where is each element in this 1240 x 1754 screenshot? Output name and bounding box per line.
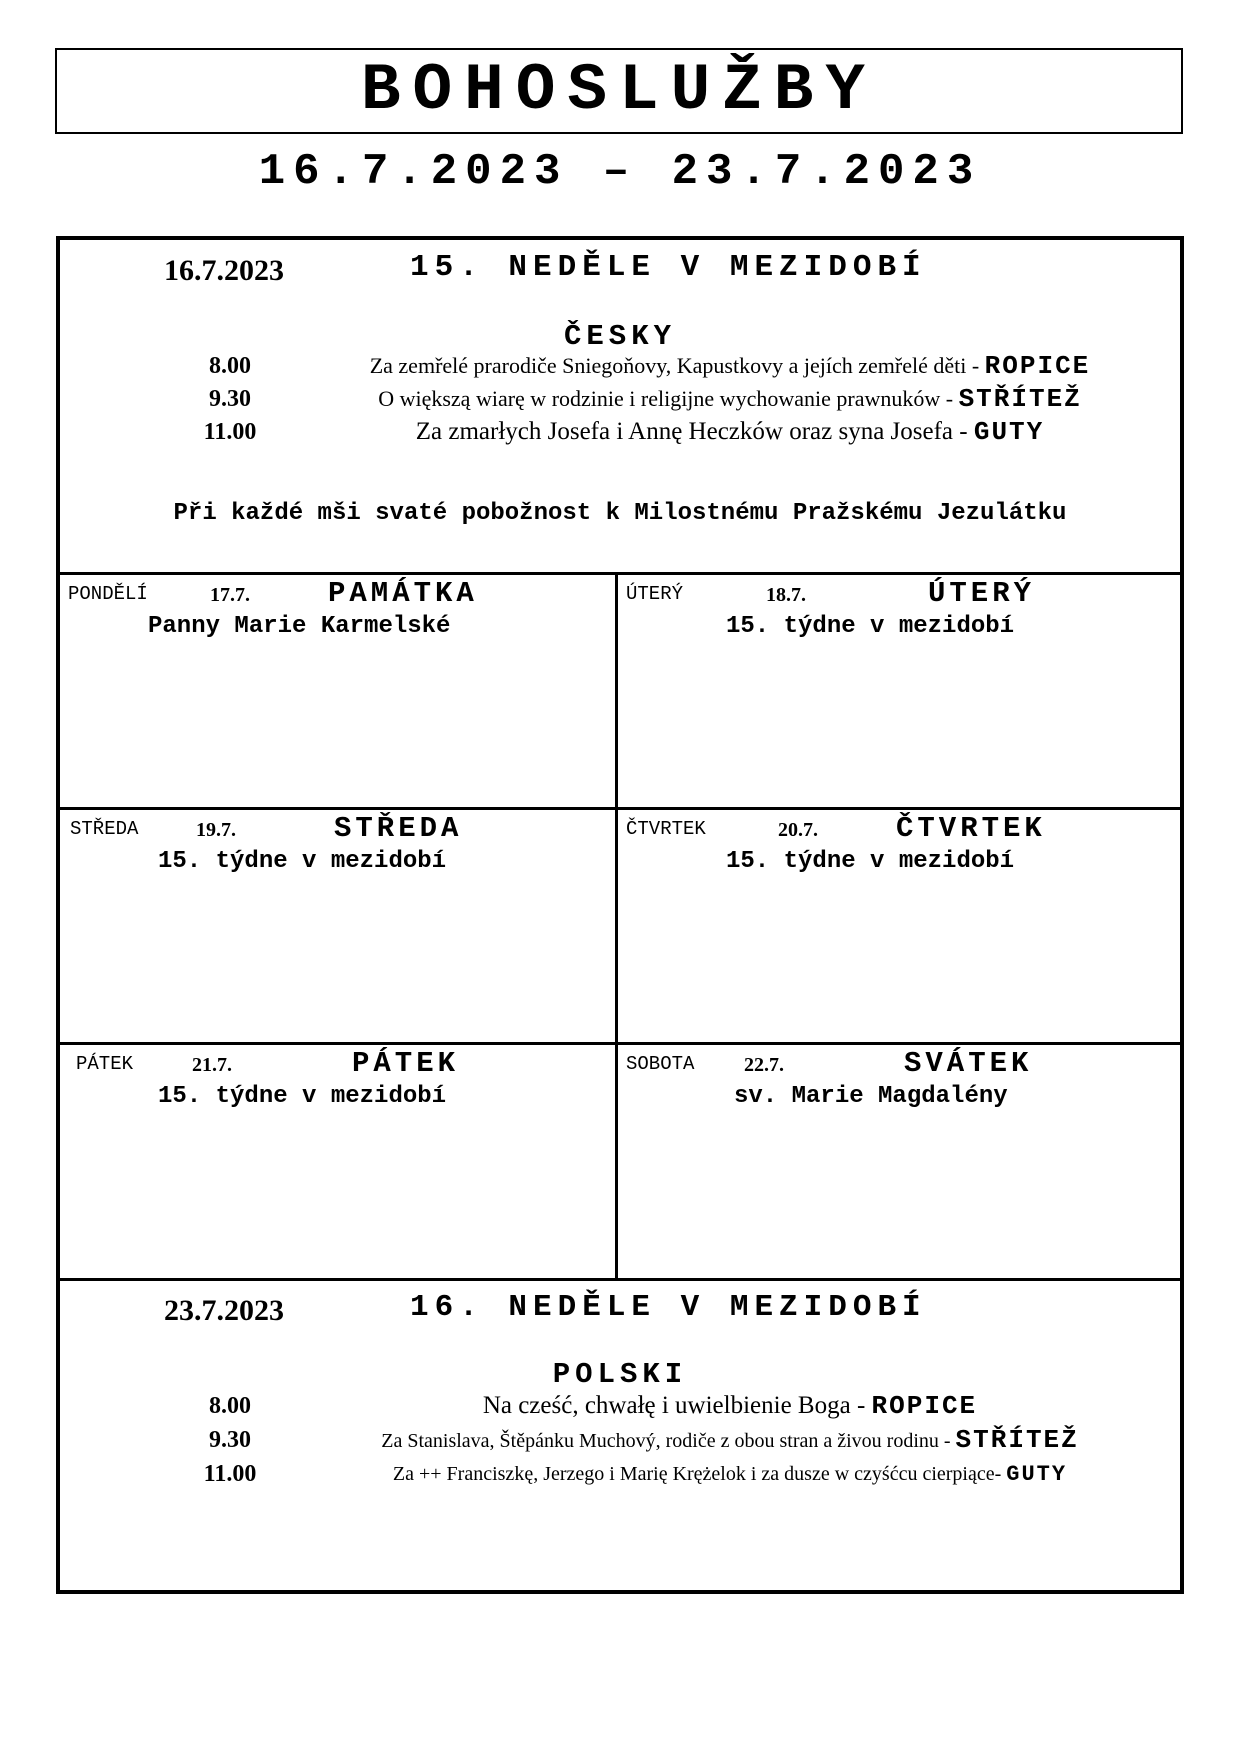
day-feast: ČTVRTEK bbox=[896, 812, 1046, 845]
mass-place: ROPICE bbox=[871, 1391, 978, 1421]
sunday-1-date: 16.7.2023 bbox=[164, 254, 284, 287]
day-description: 15. týdne v mezidobí bbox=[726, 848, 1015, 875]
schedule-frame bbox=[56, 236, 1184, 1594]
day-date: 20.7. bbox=[778, 819, 818, 841]
mass-place: GUTY bbox=[1006, 1462, 1068, 1487]
day-date: 18.7. bbox=[766, 584, 806, 606]
day-cell-monday bbox=[60, 575, 615, 809]
mass-intention: Za Stanislava, Štěpánku Muchový, rodiče z obou stran a živou rodinu - STŘÍTEŽ bbox=[381, 1425, 1079, 1455]
sunday-2-language: POLSKI bbox=[552, 1358, 688, 1391]
day-feast: PÁTEK bbox=[352, 1047, 460, 1080]
mass-time: 8.00 bbox=[209, 1393, 251, 1419]
mass-row bbox=[60, 416, 1180, 448]
sunday-1-title: 15. NEDĚLE V MEZIDOBÍ bbox=[410, 250, 927, 285]
mass-place: STŘÍTEŽ bbox=[955, 1425, 1079, 1455]
mass-intention: Na cześć, chwałę i uwielbienie Boga - ROPICE bbox=[482, 1391, 978, 1421]
sunday-1-language: ČESKY bbox=[563, 320, 676, 353]
day-date: 22.7. bbox=[744, 1054, 784, 1076]
mass-time: 9.30 bbox=[209, 1427, 251, 1453]
mass-row bbox=[60, 1424, 1180, 1456]
mass-intention: Za zmarłych Josefa i Annę Heczków oraz syna Josefa - GUTY bbox=[415, 417, 1045, 447]
mass-row bbox=[60, 383, 1180, 415]
day-description: 15. týdne v mezidobí bbox=[726, 613, 1015, 640]
day-name: ČTVRTEK bbox=[626, 818, 706, 840]
day-feast: PAMÁTKA bbox=[328, 577, 478, 610]
mass-time: 11.00 bbox=[203, 1461, 257, 1487]
mass-place: STŘÍTEŽ bbox=[958, 384, 1082, 414]
day-name: PONDĚLÍ bbox=[68, 583, 148, 605]
mass-place: ROPICE bbox=[984, 351, 1091, 381]
day-name: STŘEDA bbox=[70, 818, 139, 840]
date-range: 16.7.2023 – 23.7.2023 bbox=[258, 147, 982, 197]
mass-time: 11.00 bbox=[203, 419, 257, 445]
day-date: 21.7. bbox=[192, 1054, 232, 1076]
mass-intention: O większą wiarę w rodzinie i religijne wychowanie prawnuków - STŘÍTEŽ bbox=[378, 384, 1082, 414]
day-feast: ÚTERÝ bbox=[928, 577, 1036, 610]
mass-time: 9.30 bbox=[209, 386, 251, 412]
day-cell-friday bbox=[60, 1045, 615, 1279]
mass-row bbox=[60, 1390, 1180, 1422]
mass-row bbox=[60, 350, 1180, 382]
page-title: BOHOSLUŽBY bbox=[360, 53, 878, 128]
day-description: 15. týdne v mezidobí bbox=[158, 1083, 447, 1110]
day-date: 19.7. bbox=[196, 819, 236, 841]
day-name: ÚTERÝ bbox=[626, 583, 684, 605]
mass-intention: Za zemřelé prarodiče Sniegoňovy, Kapustkovy a jejích zemřelé děti - ROPICE bbox=[369, 351, 1091, 381]
mass-place: GUTY bbox=[973, 417, 1045, 447]
day-name: SOBOTA bbox=[626, 1053, 695, 1075]
devotion-note: Při každé mši svaté pobožnost k Milostnému Pražskému Jezulátku bbox=[173, 500, 1067, 527]
day-feast: STŘEDA bbox=[334, 812, 463, 845]
day-date: 17.7. bbox=[210, 584, 250, 606]
day-description: sv. Marie Magdalény bbox=[734, 1083, 1008, 1110]
day-cell-saturday bbox=[618, 1045, 1173, 1279]
mass-row bbox=[60, 1458, 1180, 1490]
day-description: 15. týdne v mezidobí bbox=[158, 848, 447, 875]
title-box bbox=[55, 48, 1183, 134]
day-feast: SVÁTEK bbox=[904, 1047, 1033, 1080]
day-cell-wednesday bbox=[60, 810, 615, 1044]
mass-time: 8.00 bbox=[209, 353, 251, 379]
day-name: PÁTEK bbox=[76, 1053, 134, 1075]
mass-intention: Za ++ Franciszkę, Jerzego i Marię Krężelok i za dusze w czyśćcu cierpiące- GUTY bbox=[392, 1462, 1068, 1487]
day-cell-thursday bbox=[618, 810, 1173, 1044]
day-description: Panny Marie Karmelské bbox=[148, 613, 451, 640]
sunday-2-date: 23.7.2023 bbox=[164, 1294, 284, 1327]
sunday-2-title: 16. NEDĚLE V MEZIDOBÍ bbox=[410, 1290, 927, 1325]
day-cell-tuesday bbox=[618, 575, 1173, 809]
